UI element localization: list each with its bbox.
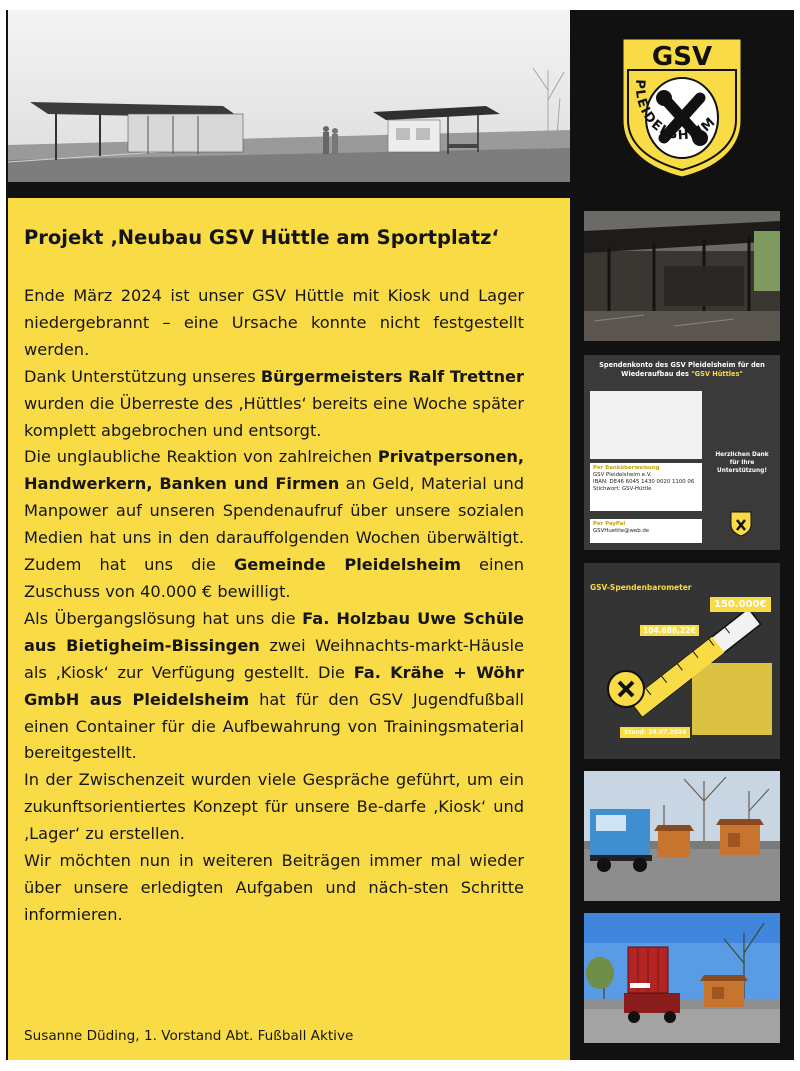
paragraph-outlook: Wir möchten nun in weiteren Beiträgen immer mal wieder über unsere erledigten Aufgaben und näch-sten Schritte informieren.	[24, 851, 524, 924]
container-delivery-photo	[584, 913, 780, 1043]
company-holzbau: Fa. Holzbau Uwe Schüle aus Bietigheim-Bissingen	[24, 608, 524, 655]
poster-heading: Spendenkonto des GSV Pleidelsheim für den Wiederaufbau des "GSV Hüttles"	[599, 361, 765, 378]
article-title: Projekt ‚Neubau GSV Hüttle am Sportplatz‘	[24, 226, 499, 249]
paragraph-demolition: Dank Unterstützung unseres Bürgermeisters Ralf Trettner wurden die Überreste des ‚Hüttles‘ bereits eine Woche später komplett abgebrochen und entsorgt.	[24, 366, 525, 440]
poster-thanks: Herzlichen Dank für Ihre Unterstützung!	[715, 452, 769, 474]
barometer-date: Stand: 24.07.2024	[620, 727, 690, 738]
paragraph-concept: In der Zwischenzeit wurden viele Gespräche geführt, um ein zukunftsorientiertes Konzept für unsere Be-darfe ‚Kiosk‘ und ‚Lager‘ zu erstellen.	[24, 770, 524, 844]
mayor-name: Bürgermeisters Ralf Trettner	[260, 366, 525, 386]
logo-top-text: GSV	[651, 42, 713, 72]
paragraph-donations: Die unglaubliche Reaktion von zahlreichen Privatpersonen, Handwerkern, Banken und Firmen an Geld, Material und Manpower auf unseren Spendenaufruf über unsere sozialen Medien hat uns in den darauffolgenden Wochen überwältigt. Zudem hat uns die Gemeinde Pleidelsheim einen Zuschuss von 40.000 € bewilligt.	[24, 447, 524, 601]
donation-barometer-graphic	[584, 563, 780, 759]
donation-account-poster	[584, 355, 780, 550]
poster-logo-icon	[730, 511, 752, 537]
barometer-target: 150.000€	[710, 597, 771, 612]
company-kraehe-woehr: Fa. Krähe + Wöhr GmbH aus Pleidelsheim	[24, 662, 524, 709]
gsv-pleidelsheim-logo	[618, 34, 746, 180]
burned-hut-photo	[584, 211, 780, 341]
bank-transfer-box: Per Banküberweisung GSV Pleidelsheim e.V. IBAN: DE46 6045 1430 0020 1100 06 Stichwort: GSV-Hüttle	[590, 463, 702, 511]
article-body	[24, 283, 524, 929]
barometer-title: GSV-Spendenbarometer	[590, 583, 692, 592]
building-rendering-image	[8, 10, 570, 182]
poster-info-block	[590, 391, 702, 459]
truck-huts-photo	[584, 771, 780, 901]
donor-groups: Privatpersonen, Handwerkern, Banken und Firmen	[24, 447, 524, 494]
logo-ring-text: PLEIDELSHEIM	[631, 78, 720, 144]
paypal-box: Per PayPal GSVHuettle@web.de	[590, 519, 702, 543]
paragraph-interim: Als Übergangslösung hat uns die Fa. Holzbau Uwe Schüle aus Bietigheim-Bissingen zwei Weihnachts-markt-Häusle als ‚Kiosk‘ zur Verfügung gestellt. Die Fa. Krähe + Wöhr GmbH aus Pleidelsheim hat für den GSV Jugendfußball einen Container für die Aufbewahrung von Trainingsmaterial bereitgestellt.	[24, 608, 524, 763]
signature: Susanne Düding, 1. Vorstand Abt. Fußball Aktive	[24, 1028, 354, 1044]
barometer-current: 104.686,22€	[640, 625, 699, 636]
municipality-name: Gemeinde Pleidelsheim	[233, 555, 461, 575]
paragraph-fire: Ende März 2024 ist unser GSV Hüttle mit Kiosk und Lager niedergebrannt – eine Ursache konnte nicht festgestellt werden.	[24, 286, 524, 359]
